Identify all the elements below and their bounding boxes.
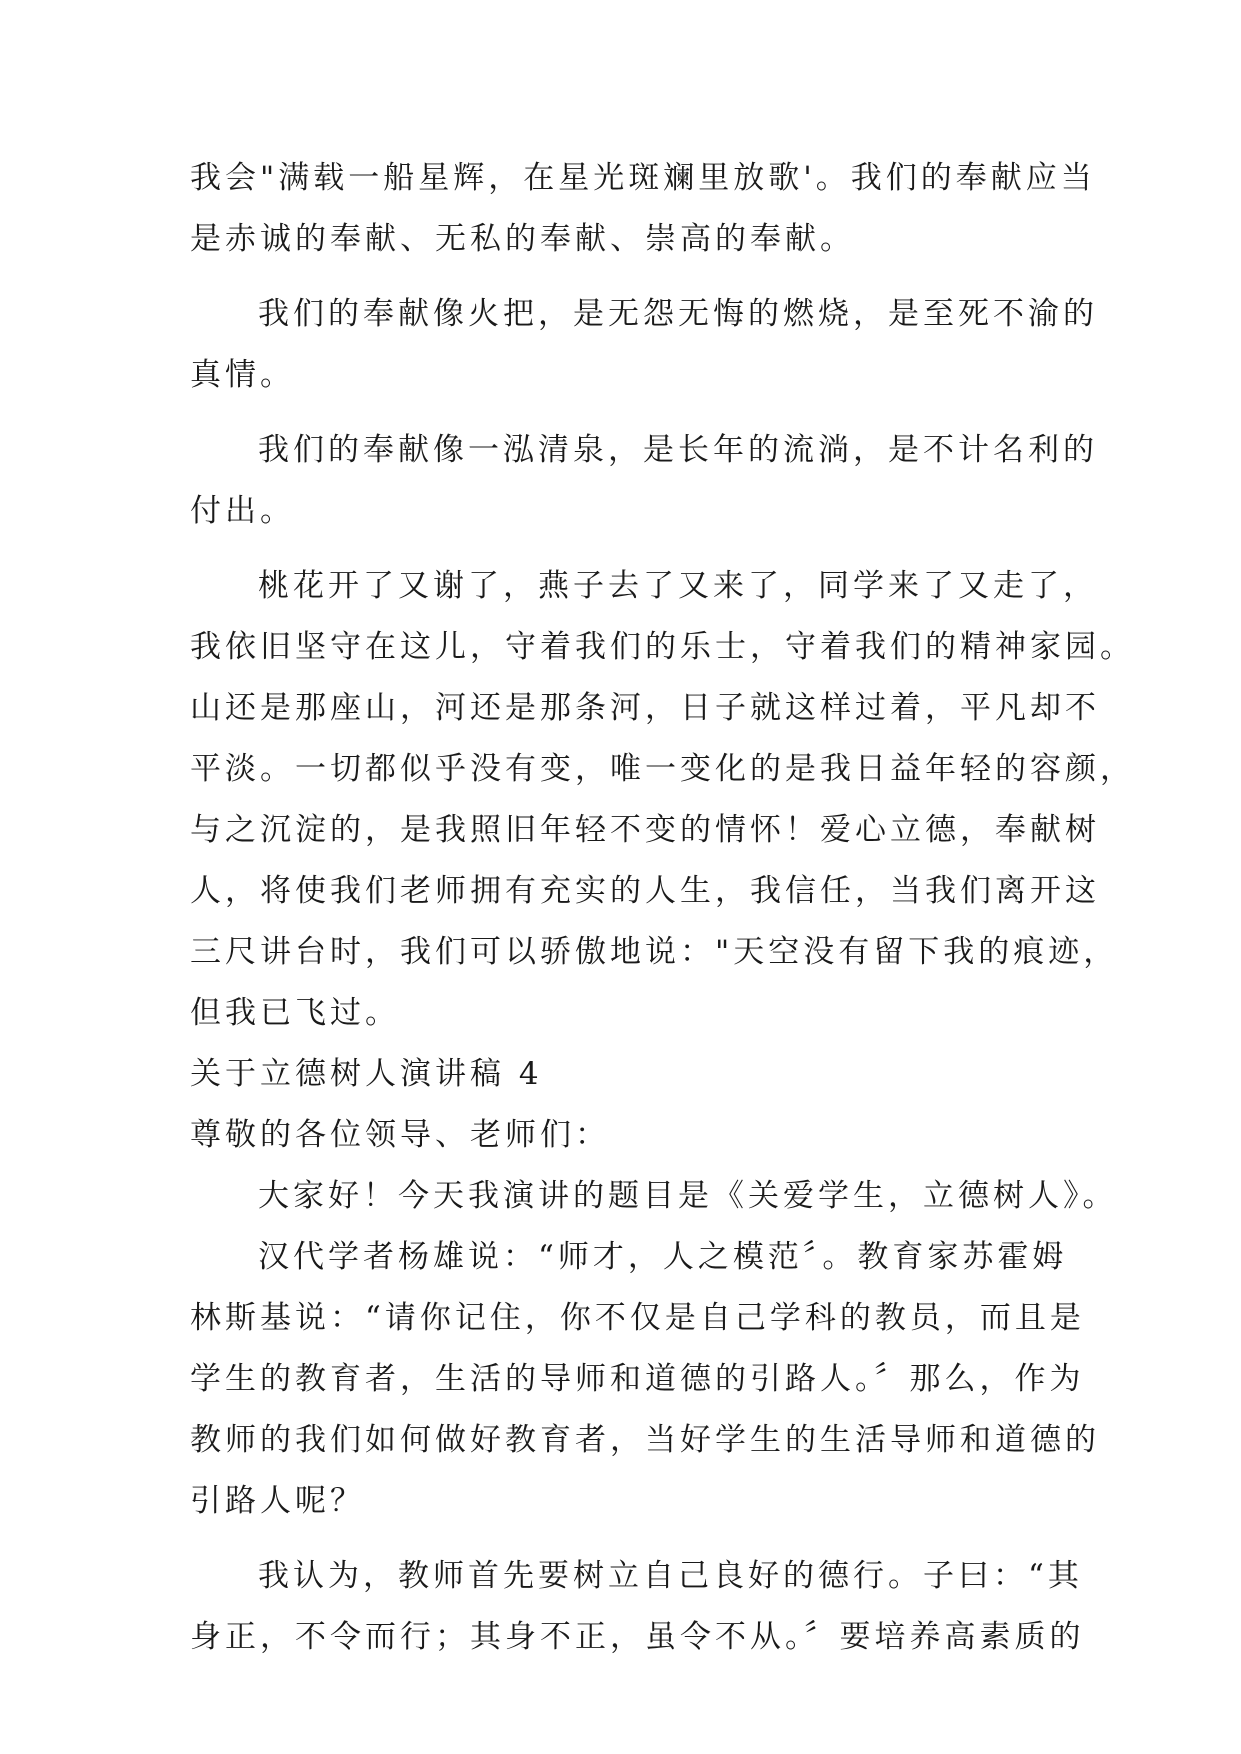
text-line: 山还是那座山，河还是那条河，日子就这样过着，平凡却不	[190, 690, 1100, 726]
text-line: 林斯基说：“请你记住，你不仅是自己学科的教员，而且是	[190, 1300, 1085, 1336]
text-line: 我会"满载一船星辉，在星光斑斓里放歌'。我们的奉献应当	[190, 160, 1096, 196]
text-line: 我们的奉献像火把，是无怨无悔的燃烧，是至死不渝的	[258, 296, 1098, 332]
text-line: 教师的我们如何做好教育者，当好学生的生活导师和道德的	[190, 1422, 1100, 1458]
text-line: 平淡。一切都似乎没有变，唯一变化的是我日益年轻的容颜，	[190, 751, 1135, 787]
paragraph	[190, 556, 1135, 1044]
paragraph	[190, 1227, 1100, 1532]
paragraph	[190, 420, 1098, 542]
section-heading: 关于立德树人演讲稿 4	[190, 1056, 543, 1092]
text-line: 学生的教育者，生活的导师和道德的引路人。〞那么，作为	[190, 1361, 1085, 1397]
text-line: 汉代学者杨雄说：“师才，人之模范〞。教育家苏霍姆	[258, 1239, 1068, 1275]
text-line: 我认为，教师首先要树立自己良好的德行。子曰：“其	[258, 1558, 1083, 1594]
text-line: 付出。	[190, 493, 295, 529]
salutation: 尊敬的各位领导、老师们：	[190, 1117, 610, 1153]
text-line: 桃花开了又谢了，燕子去了又来了，同学来了又走了，	[258, 568, 1098, 604]
text-line: 三尺讲台时，我们可以骄傲地说："天空没有留下我的痕迹，	[190, 934, 1119, 970]
text-line: 真情。	[190, 357, 295, 393]
text-line: 人，将使我们老师拥有充实的人生，我信任，当我们离开这	[190, 873, 1100, 909]
text-line: 与之沉淀的，是我照旧年轻不变的情怀！爱心立德，奉献树	[190, 812, 1100, 848]
text-line: 但我已飞过。	[190, 995, 400, 1031]
paragraph	[190, 148, 1096, 270]
document-body	[190, 148, 1135, 1668]
text-line: 我们的奉献像一泓清泉，是长年的流淌，是不计名利的	[258, 432, 1098, 468]
text-line: 我依旧坚守在这儿，守着我们的乐士，守着我们的精神家园。	[190, 629, 1135, 665]
paragraph	[190, 284, 1098, 406]
text-line: 引路人呢？	[190, 1483, 365, 1519]
text-line: 是赤诚的奉献、无私的奉献、崇高的奉献。	[190, 221, 855, 257]
text-line: 身正，不令而行；其身不正，虽令不从。〞要培养高素质的	[190, 1619, 1085, 1655]
paragraph	[190, 1546, 1085, 1668]
text-line: 大家好！今天我演讲的题目是《关爱学生，立德树人》。	[258, 1178, 1118, 1214]
